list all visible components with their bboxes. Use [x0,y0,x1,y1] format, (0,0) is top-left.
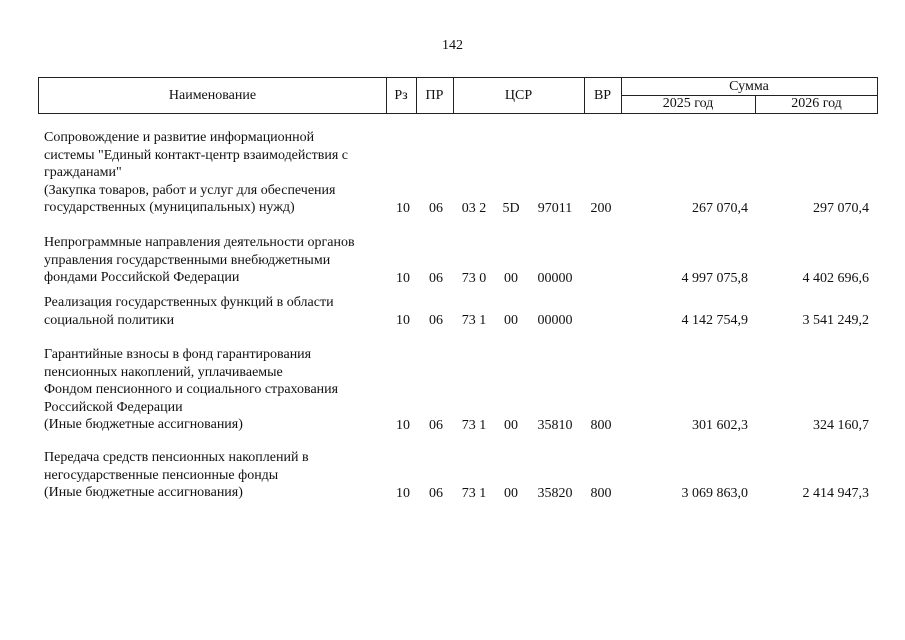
cell-vr: 800 [590,417,612,433]
row-values [0,312,905,330]
header-name: Наименование [168,87,257,103]
cell-2025: 4 142 754,9 [681,312,748,328]
cell-2025: 267 070,4 [692,200,748,216]
table-row [0,294,905,329]
cell-2026: 2 414 947,3 [802,485,869,501]
row-name-line: гражданами" [44,165,122,180]
header-pr: ПР [425,87,444,103]
cell-csr-code: 35820 [537,485,573,501]
row-name-line: Реализация государственных функций в области [44,295,334,310]
cell-csr-program: 73 1 [461,312,487,328]
row-values [0,200,905,218]
cell-csr-code: 35810 [537,417,573,433]
cell-vr: 800 [590,485,612,501]
cell-csr-subprogram: 00 [504,270,518,286]
row-name-line: управления государственными внебюджетными [44,252,331,268]
row-name-line: Российской Федерации [44,399,183,415]
cell-csr-subprogram: 00 [504,485,518,501]
header-csr: ЦСР [504,87,533,103]
cell-rz: 10 [396,417,410,433]
row-values [0,485,905,503]
row-name-line: Непрограммные направления деятельности органов [44,235,355,250]
cell-pr: 06 [429,270,443,286]
row-name-line: пенсионных накоплений, уплачиваемые [44,364,283,380]
cell-2025: 4 997 075,8 [681,270,748,286]
header-year-2025: 2025 год [662,96,714,111]
cell-csr-program: 73 1 [461,485,487,501]
cell-vr: 200 [590,200,612,216]
cell-2025: 3 069 863,0 [681,485,748,501]
row-name-line: Фондом пенсионного и социального страхования [44,382,339,397]
page-number: 142 [442,38,463,53]
cell-csr-code: 97011 [537,200,573,216]
cell-rz: 10 [396,485,410,501]
cell-pr: 06 [429,312,443,328]
row-name-line: социальной политики [44,312,175,328]
row-values [0,417,905,435]
row-name-line: негосударственные пенсионные фонды [44,467,279,483]
header-year-2026: 2026 год [791,96,842,111]
cell-csr-program: 73 1 [461,417,487,433]
cell-rz: 10 [396,200,410,216]
cell-rz: 10 [396,270,410,286]
cell-csr-program: 03 2 [461,200,487,216]
row-values [0,270,905,288]
cell-2026: 324 160,7 [813,417,869,433]
cell-pr: 06 [429,485,443,501]
cell-2026: 3 541 249,2 [802,312,869,328]
cell-pr: 06 [429,200,443,216]
table-row [0,234,905,287]
header-vr: ВР [593,87,612,103]
row-name-line: фондами Российской Федерации [44,270,240,285]
row-name-line: системы "Единый контакт-центр взаимодействия с [44,147,348,163]
header-sum: Сумма [729,79,769,94]
table-header [38,77,878,114]
cell-2025: 301 602,3 [692,417,748,433]
table-row [0,346,905,434]
row-name-line: (Закупка товаров, работ и услуг для обеспечения [44,182,336,198]
row-name-line: государственных (муниципальных) нужд) [44,200,295,215]
cell-2026: 4 402 696,6 [802,270,869,286]
row-name-line: (Иные бюджетные ассигнования) [44,485,243,500]
cell-csr-code: 00000 [537,270,573,286]
cell-csr-subprogram: 00 [504,417,518,433]
row-name-line: Передача средств пенсионных накоплений в [44,450,309,465]
table-row [0,129,905,217]
cell-csr-code: 00000 [537,312,573,328]
header-rz: Рз [394,87,408,103]
row-name-line: (Иные бюджетные ассигнования) [44,417,243,432]
cell-csr-program: 73 0 [461,270,487,286]
row-name-line: Гарантийные взносы в фонд гарантирования [44,347,312,362]
cell-2026: 297 070,4 [813,200,869,216]
cell-csr-subprogram: 00 [504,312,518,328]
cell-csr-subprogram: 5D [502,200,520,216]
cell-pr: 06 [429,417,443,433]
table-row [0,449,905,502]
cell-rz: 10 [396,312,410,328]
row-name-line: Сопровождение и развитие информационной [44,130,315,145]
